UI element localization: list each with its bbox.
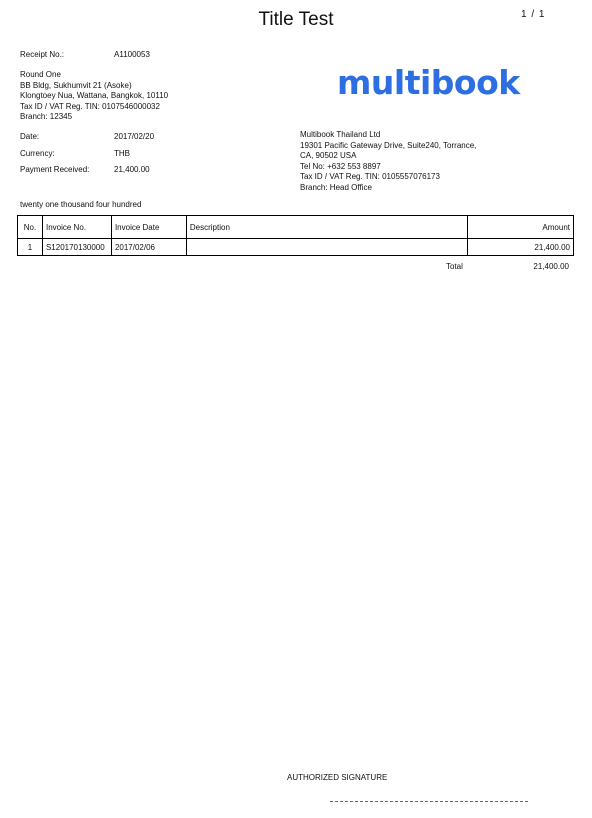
multibook-logo: multibook <box>337 63 520 102</box>
page-number: 1 / 1 <box>521 9 546 20</box>
receipt-number-label: Receipt No.: <box>20 50 65 59</box>
customer-block <box>20 70 168 123</box>
table-header-row <box>18 216 574 239</box>
total-label: Total <box>446 262 463 271</box>
currency-value: THB <box>114 149 130 158</box>
total-value: 21,400.00 <box>533 262 569 271</box>
customer-address-line2: Klongtoey Nua, Wattana, Bangkok, 10110 <box>20 91 169 100</box>
amount-in-words: twenty one thousand four hundred <box>20 200 142 209</box>
date-label: Date: <box>20 132 40 141</box>
document-title: Title Test <box>258 9 334 30</box>
payment-received-value: 21,400.00 <box>114 165 150 174</box>
signature-line <box>330 801 528 802</box>
company-tel: Tel No: +632 553 8897 <box>300 161 381 171</box>
header-invoice-no: Invoice No. <box>42 216 111 239</box>
customer-tax-id: Tax ID / VAT Reg. TIN: 0107546000032 <box>20 101 160 111</box>
company-branch: Branch: Head Office <box>300 182 372 192</box>
header-amount: Amount <box>468 216 574 239</box>
company-address-line1: 19301 Pacific Gateway Drive, Suite240, Torrance, <box>300 140 477 150</box>
customer-branch: Branch: 12345 <box>20 112 73 121</box>
header-invoice-date: Invoice Date <box>111 216 186 239</box>
invoice-table <box>17 215 574 256</box>
cell-invoice-no: S120170130000 <box>42 239 111 256</box>
authorized-signature-label: AUTHORIZED SIGNATURE <box>287 773 388 782</box>
customer-name: Round One <box>20 70 61 79</box>
date-value: 2017/02/20 <box>114 132 155 141</box>
currency-label: Currency: <box>20 149 55 158</box>
company-tax-id: Tax ID / VAT Reg. TIN: 0105557076173 <box>300 172 440 181</box>
header-description: Description <box>186 216 467 239</box>
payment-received-label: Payment Received: <box>20 165 90 174</box>
customer-address-line1: BB Bldg, Sukhumvit 21 (Asoke) <box>20 80 132 90</box>
cell-amount: 21,400.00 <box>468 239 574 256</box>
header-no: No. <box>18 216 43 239</box>
company-block <box>300 130 476 193</box>
company-address-line2: CA, 90502 USA <box>300 151 357 160</box>
table-row <box>18 239 574 256</box>
cell-description <box>186 239 467 256</box>
cell-no: 1 <box>18 239 43 256</box>
receipt-number-value: A1100053 <box>114 50 150 59</box>
company-name: Multibook Thailand Ltd <box>300 130 381 139</box>
cell-invoice-date: 2017/02/06 <box>111 239 186 256</box>
